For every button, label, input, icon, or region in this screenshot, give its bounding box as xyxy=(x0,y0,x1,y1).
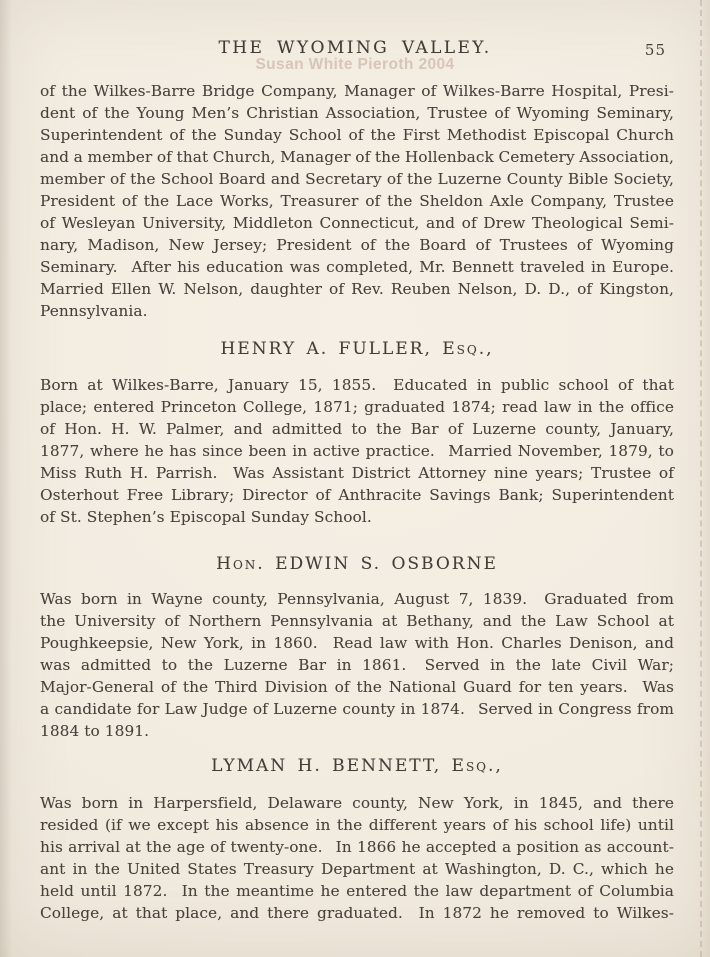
text-line-content: President of the Lace Works, Treasurer of the Sheldon Axle Company, Trustee xyxy=(40,192,674,210)
text-line xyxy=(40,814,674,836)
page-edge-stitch-line xyxy=(700,0,702,957)
section-heading: HENRY A. FULLER, Esq., xyxy=(220,339,494,359)
text-line xyxy=(40,374,674,396)
running-head-title: THE WYOMING VALLEY. xyxy=(218,38,492,58)
text-line-content: place; entered Princeton College, 1871; graduated 1874; read law in the office xyxy=(40,398,674,416)
section-heading: Hon. EDWIN S. OSBORNE xyxy=(216,554,498,574)
paragraph xyxy=(40,374,674,528)
text-line xyxy=(40,190,674,212)
section-heading: LYMAN H. BENNETT, Esq., xyxy=(211,756,503,776)
text-line xyxy=(40,234,674,256)
text-line xyxy=(40,698,674,720)
text-line-content: Poughkeepsie, New York, in 1860. Read law with Hon. Charles Denison, and xyxy=(40,634,674,652)
text-line-content: Born at Wilkes-Barre, January 15, 1855. Educated in public school of that xyxy=(40,376,674,394)
text-line-content: Seminary. After his education was completed, Mr. Bennett traveled in Europe. xyxy=(40,258,674,276)
text-line-content: of the Wilkes-Barre Bridge Company, Manager of Wilkes-Barre Hospital, Presi- xyxy=(40,82,674,100)
text-line-content: 1884 to 1891. xyxy=(40,722,150,740)
text-line-content: of Hon. H. W. Palmer, and admitted to the Bar of Luzerne county, January, xyxy=(40,420,674,438)
text-line-content: nary, Madison, New Jersey; President of the Board of Trustees of Wyoming xyxy=(40,236,674,254)
content-blocks xyxy=(40,80,674,924)
text-line xyxy=(40,484,674,506)
watermark-text: Susan White Pieroth 2004 xyxy=(255,56,455,73)
text-line-content: College, at that place, and there graduated. In 1872 he removed to Wilkes- xyxy=(40,904,674,922)
text-line-content: was admitted to the Luzerne Bar in 1861. Served in the late Civil War; xyxy=(40,656,674,674)
text-line-content: dent of the Young Men’s Christian Association, Trustee of Wyoming Seminary, xyxy=(40,104,674,122)
text-line xyxy=(40,588,674,610)
text-line xyxy=(40,278,674,300)
text-line xyxy=(40,396,674,418)
text-line xyxy=(40,256,674,278)
text-line-content: Was born in Wayne county, Pennsylvania, August 7, 1839. Graduated from xyxy=(40,590,674,608)
text-line xyxy=(40,720,674,742)
text-line-content: Superintendent of the Sunday School of the First Methodist Episcopal Church xyxy=(40,126,674,144)
text-line-content: ant in the United States Treasury Department at Washington, D. C., which he xyxy=(40,860,674,878)
text-line xyxy=(40,610,674,632)
text-line-content: Osterhout Free Library; Director of Anthracite Savings Bank; Superintendent xyxy=(40,486,674,504)
text-line xyxy=(40,858,674,880)
text-line-content: Pennsylvania. xyxy=(40,302,148,320)
text-line xyxy=(40,462,674,484)
text-line-content: Was born in Harpersfield, Delaware county, New York, in 1845, and there xyxy=(40,794,674,812)
text-line xyxy=(40,440,674,462)
page-number: 55 xyxy=(644,41,666,59)
text-line xyxy=(40,212,674,234)
text-line xyxy=(40,880,674,902)
text-line xyxy=(40,418,674,440)
text-line xyxy=(40,146,674,168)
text-line-content: of Wesleyan University, Middleton Connecticut, and of Drew Theological Semi- xyxy=(40,214,674,232)
text-line xyxy=(40,102,674,124)
text-line-content: 1877, where he has since been in active practice. Married November, 1879, to xyxy=(40,442,674,460)
text-line xyxy=(40,902,674,924)
text-line xyxy=(40,124,674,146)
paragraph xyxy=(40,80,674,322)
text-line xyxy=(40,300,674,322)
text-line xyxy=(40,654,674,676)
text-line xyxy=(40,80,674,102)
text-line xyxy=(40,676,674,698)
text-line xyxy=(40,792,674,814)
text-line-content: Major-General of the Third Division of the National Guard for ten years. Was xyxy=(40,678,674,696)
text-line-content: the University of Northern Pennsylvania at Bethany, and the Law School at xyxy=(40,612,674,630)
text-line-content: member of the School Board and Secretary of the Luzerne County Bible Society, xyxy=(40,170,674,188)
text-line-content: of St. Stephen’s Episcopal Sunday School. xyxy=(40,508,372,526)
text-line-content: Married Ellen W. Nelson, daughter of Rev. Reuben Nelson, D. D., of Kingston, xyxy=(40,280,674,298)
text-line-content: and a member of that Church, Manager of the Hollenback Cemetery Association, xyxy=(40,148,674,166)
text-line-content: a candidate for Law Judge of Luzerne county in 1874. Served in Congress from xyxy=(40,700,674,718)
text-line xyxy=(40,168,674,190)
text-line-content: held until 1872. In the meantime he entered the law department of Columbia xyxy=(40,882,674,900)
text-line xyxy=(40,632,674,654)
text-line-content: resided (if we except his absence in the different years of his school life) until xyxy=(40,816,674,834)
text-line xyxy=(40,836,674,858)
text-line-content: his arrival at the age of twenty-one. In 1866 he accepted a position as account- xyxy=(40,838,674,856)
text-line-content: Miss Ruth H. Parrish. Was Assistant District Attorney nine years; Trustee of xyxy=(40,464,674,482)
text-line xyxy=(40,506,674,528)
paragraph xyxy=(40,588,674,742)
paragraph xyxy=(40,792,674,924)
